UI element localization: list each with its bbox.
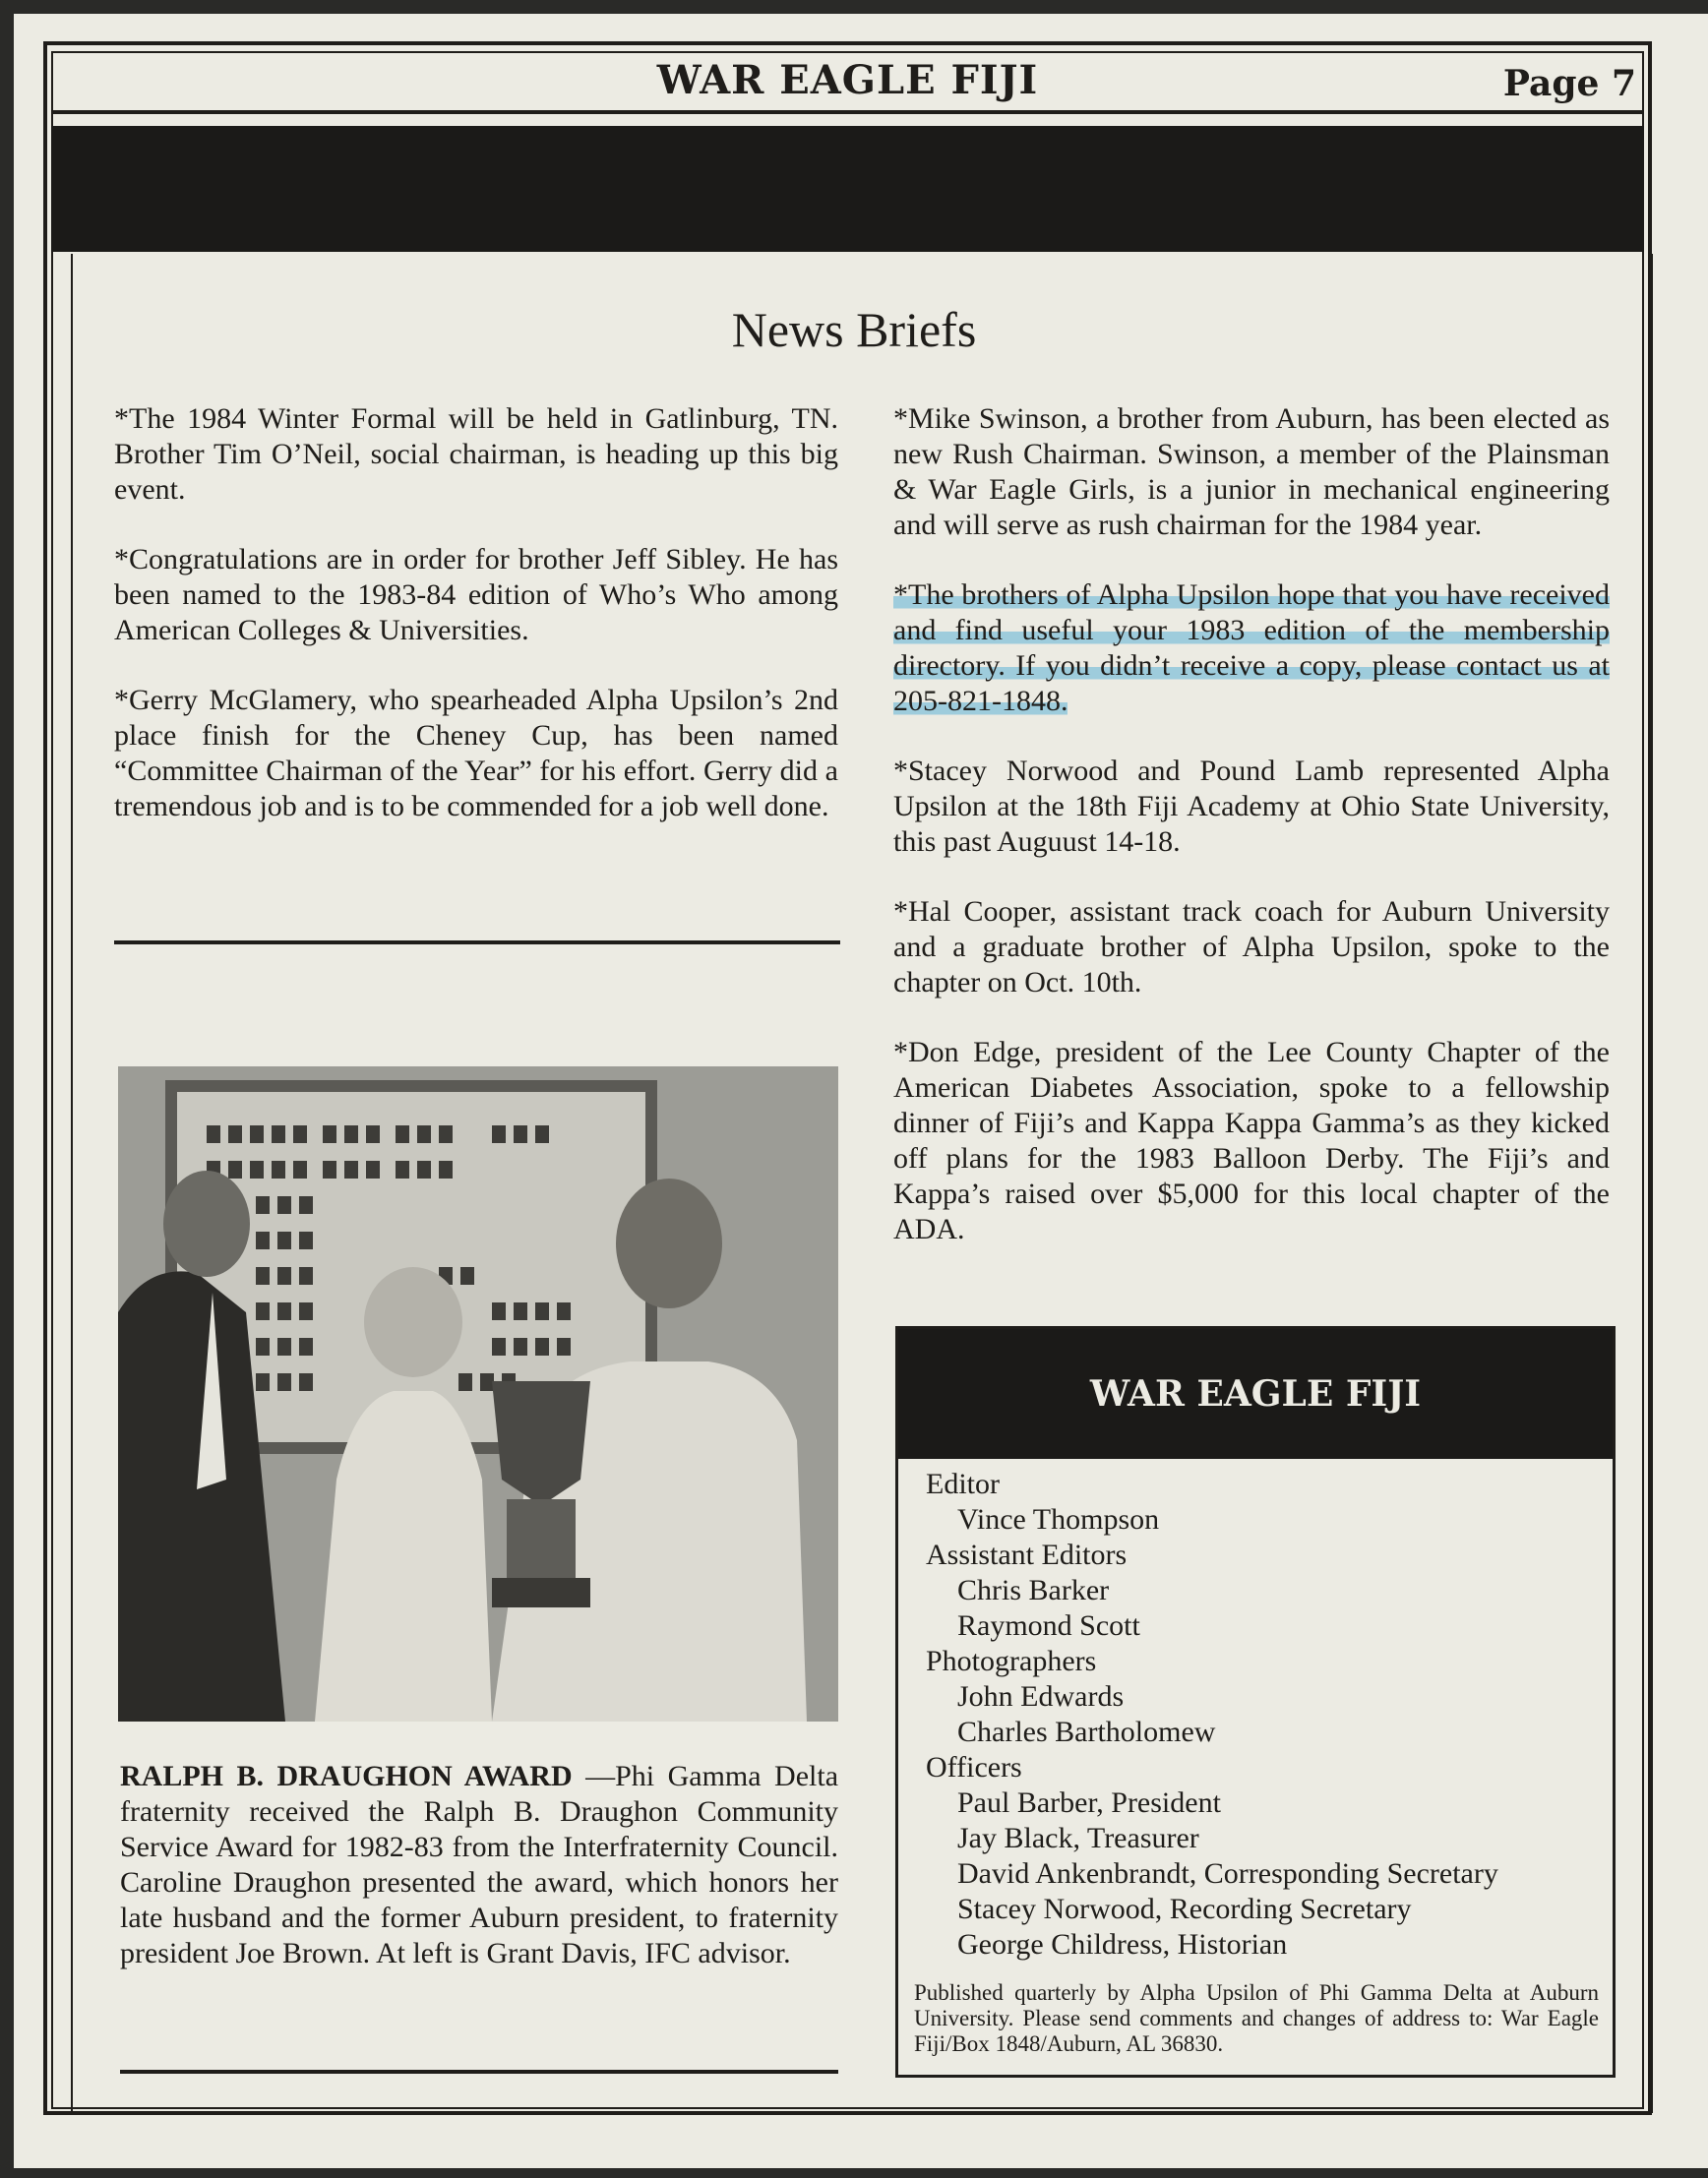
page-number: Page 7 [1502,63,1636,104]
publication-note: Published quarterly by Alpha Upsilon of Phi Gamma Delta at Auburn University. Please send comments and changes of address to: War Eagle Fiji/Box 1848/Auburn, AL 36830. [914,1980,1599,2056]
header-band [51,126,1644,252]
masthead-title: WAR EAGLE FIJI [656,57,1039,103]
photo-caption [120,1759,838,1971]
staff-name: Raymond Scott [957,1609,1140,1642]
staff-role: Assistant Editors [926,1539,1128,1571]
left-column [114,401,838,859]
staff-box-title: WAR EAGLE FIJI [898,1329,1613,1459]
staff-name: Vince Thompson [957,1503,1160,1536]
news-brief: *Congratulations are in order for brother Jeff Sibley. He has been named to the 1983-84 edition of Who’s Who among American Colleges & Universities. [114,543,838,646]
staff-name: Stacey Norwood, Recording Secretary [957,1893,1412,1925]
news-brief: *The 1984 Winter Formal will be held in Gatlinburg, TN. Brother Tim O’Neil, social chairman, is heading up this big event. [114,402,838,506]
photo-illustration [118,1066,838,1722]
staff-role: Editor [926,1468,1000,1500]
news-brief: *Hal Cooper, assistant track coach for Auburn University and a graduate brother of Alpha Upsilon, spoke to the chapter on Oct. 10th. [893,895,1610,998]
news-brief: *Stacey Norwood and Pound Lamb represented Alpha Upsilon at the 18th Fiji Academy at Ohio State University, this past Auguust 14-18. [893,755,1610,858]
staff-name: John Edwards [957,1680,1125,1713]
news-brief: *Mike Swinson, a brother from Auburn, has been elected as new Rush Chairman. Swinson, a member of the Plainsman & War Eagle Girls, is a junior in mechanical engineering and will serve as rush chairman for the 1984 year. [893,402,1610,541]
staff-list [926,1467,1498,1963]
news-brief: *Don Edge, president of the Lee County Chapter of the American Diabetes Association, spoke to a fellowship dinner of Fiji’s and Kappa Kappa Gamma’s as they kicked off plans for the 1983 Balloon Derby. The Fiji’s and Kappa’s raised over $5,000 for this local chapter of the ADA. [893,1036,1610,1245]
caption-heading: RALPH B. DRAUGHON AWARD [120,1760,573,1792]
staff-name: George Childress, Historian [957,1928,1288,1961]
staff-name: David Ankenbrandt, Corresponding Secretary [957,1857,1498,1890]
masthead [51,51,1644,114]
news-brief: *Gerry McGlamery, who spearheaded Alpha Upsilon’s 2nd place finish for the Cheney Cup, has been named “Committee Chairman of the Year” for his effort. Gerry did a tremendous job and is to be commended for a job well done. [114,684,838,822]
highlighted-text: *The brothers of Alpha Upsilon hope that you have received and find useful your 1983 edition of the membership directory. If you didn’t receive a copy, please contact us at 205-821-1848. [893,578,1610,717]
column-divider-rule [114,940,840,944]
right-column [893,401,1610,1282]
staff-role: Photographers [926,1645,1097,1677]
news-brief-highlighted [893,577,1610,719]
bottom-divider-rule [120,2070,838,2074]
staff-name: Chris Barker [957,1574,1110,1606]
staff-box [895,1326,1616,2078]
section-title: News Briefs [731,302,977,357]
staff-role: Officers [926,1751,1022,1784]
staff-name: Charles Bartholomew [957,1716,1216,1748]
caption-text: —Phi Gamma Delta fraternity received the Ralph B. Draughon Community Service Award for 1982-83 from the Interfraternity Council. Caroline Draughon presented the award, which honors her late husband and the former Auburn president, to fraternity president Joe Brown. At left is Grant Davis, IFC advisor. [120,1760,839,1969]
staff-name: Paul Barber, President [957,1786,1221,1819]
staff-name: Jay Black, Treasurer [957,1822,1199,1854]
award-photo [118,1066,838,1722]
